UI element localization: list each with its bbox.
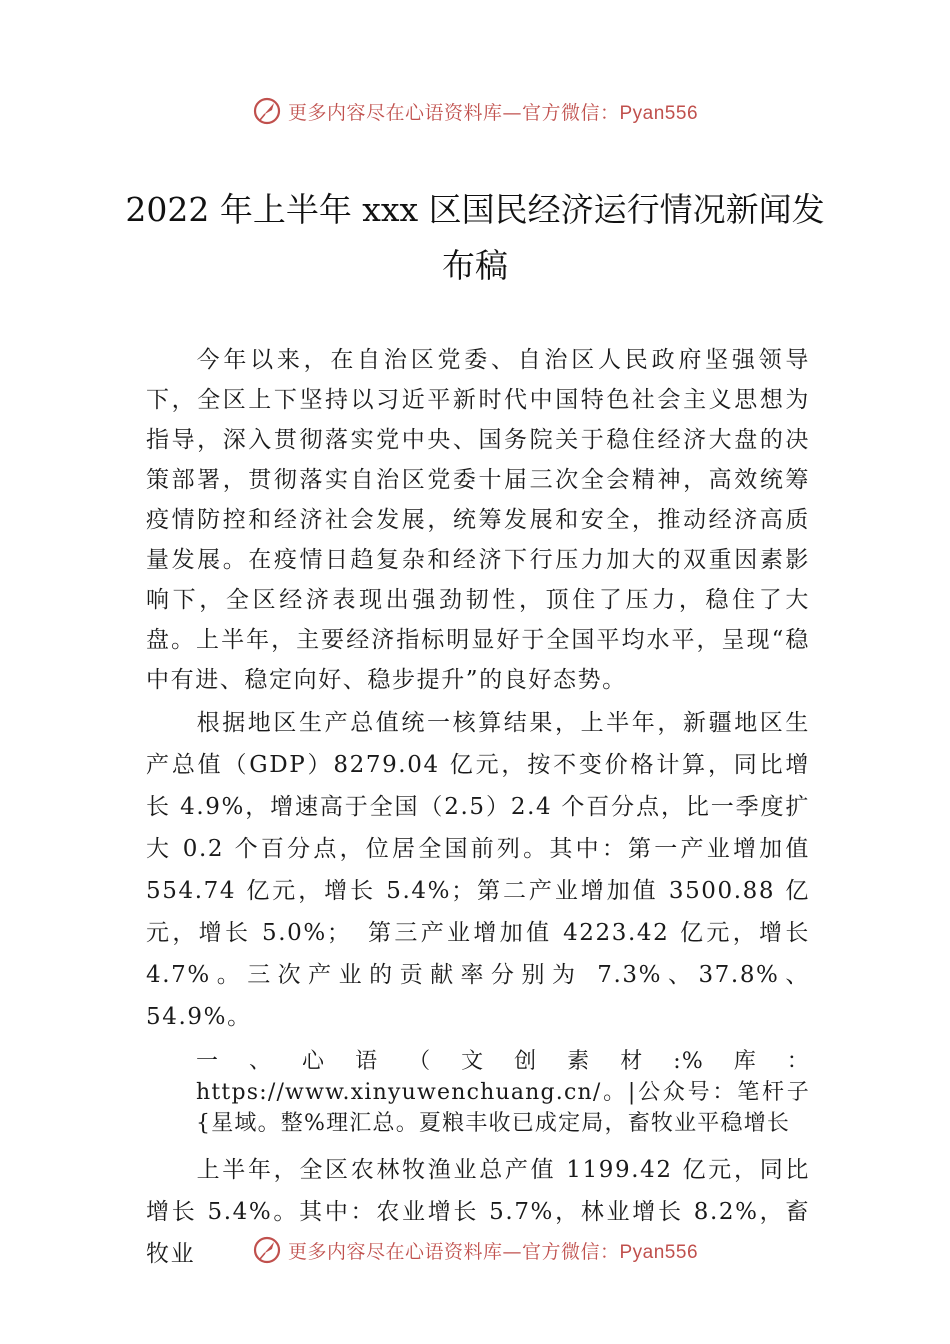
footer-wechat-id: Pyan556 <box>619 1241 699 1263</box>
section-heading-agriculture: 一、心语（文创素材:%库：https://www.xinyuwenchuang.cn/。|公众号：笔杆子{星域。整%理汇总。夏粮丰收已成定局，畜牧业平稳增长 <box>196 1049 810 1136</box>
footer-promo-text: 更多内容尽在心语资料库—官方微信： <box>287 1240 620 1263</box>
header-watermark <box>0 96 950 126</box>
footer-watermark <box>0 1235 950 1265</box>
document-body <box>146 340 810 1275</box>
header-promo <box>288 98 698 125</box>
footer-promo <box>288 1237 698 1264</box>
header-wechat-id: Pyan556 <box>619 102 699 124</box>
quill-logo-icon <box>252 96 282 126</box>
document-title: 2022 年上半年 xxx 区国民经济运行情况新闻发布稿 <box>125 190 825 285</box>
paragraph-gdp: 根据地区生产总值统一核算结果，上半年，新疆地区生产总值（GDP）8279.04 亿元，按不变价格计算，同比增长 4.9%，增速高于全国（2.5）2.4 个百分点，比一季度扩大 0.2 个百分点，位居全国前列。其中：第一产业增加值 554.74 亿元，增长 5.4%；第二产业增加值 3500.88 亿元，增长 5.0%； 第三产业增加值 4223.42 亿元，增长 4.7%。三次产业的贡献率分别为 7.3%、37.8%、54.9%。 <box>146 710 810 1030</box>
paragraph-agriculture: 上半年，全区农林牧渔业总产值 1199.42 亿元，同比增长 5.4%。其中：农业增长 5.7%，林业增长 8.2%，畜牧业 <box>146 1157 810 1267</box>
paragraph-intro: 今年以来，在自治区党委、自治区人民政府坚强领导下，全区上下坚持以习近平新时代中国特色社会主义思想为指导，深入贯彻落实党中央、国务院关于稳住经济大盘的决策部署，贯彻落实自治区党委十届三次全会精神，高效统筹疫情防控和经济社会发展，统筹发展和安全，推动经济高质量发展。在疫情日趋复杂和经济下行压力加大的双重因素影响下，全区经济表现出强劲韧性，顶住了压力，稳住了大盘。上半年，主要经济指标明显好于全国平均水平，呈现“稳中有进、稳定向好、稳步提升”的良好态势。 <box>146 347 810 693</box>
header-promo-text: 更多内容尽在心语资料库—官方微信： <box>287 101 620 124</box>
quill-logo-icon <box>252 1235 282 1265</box>
